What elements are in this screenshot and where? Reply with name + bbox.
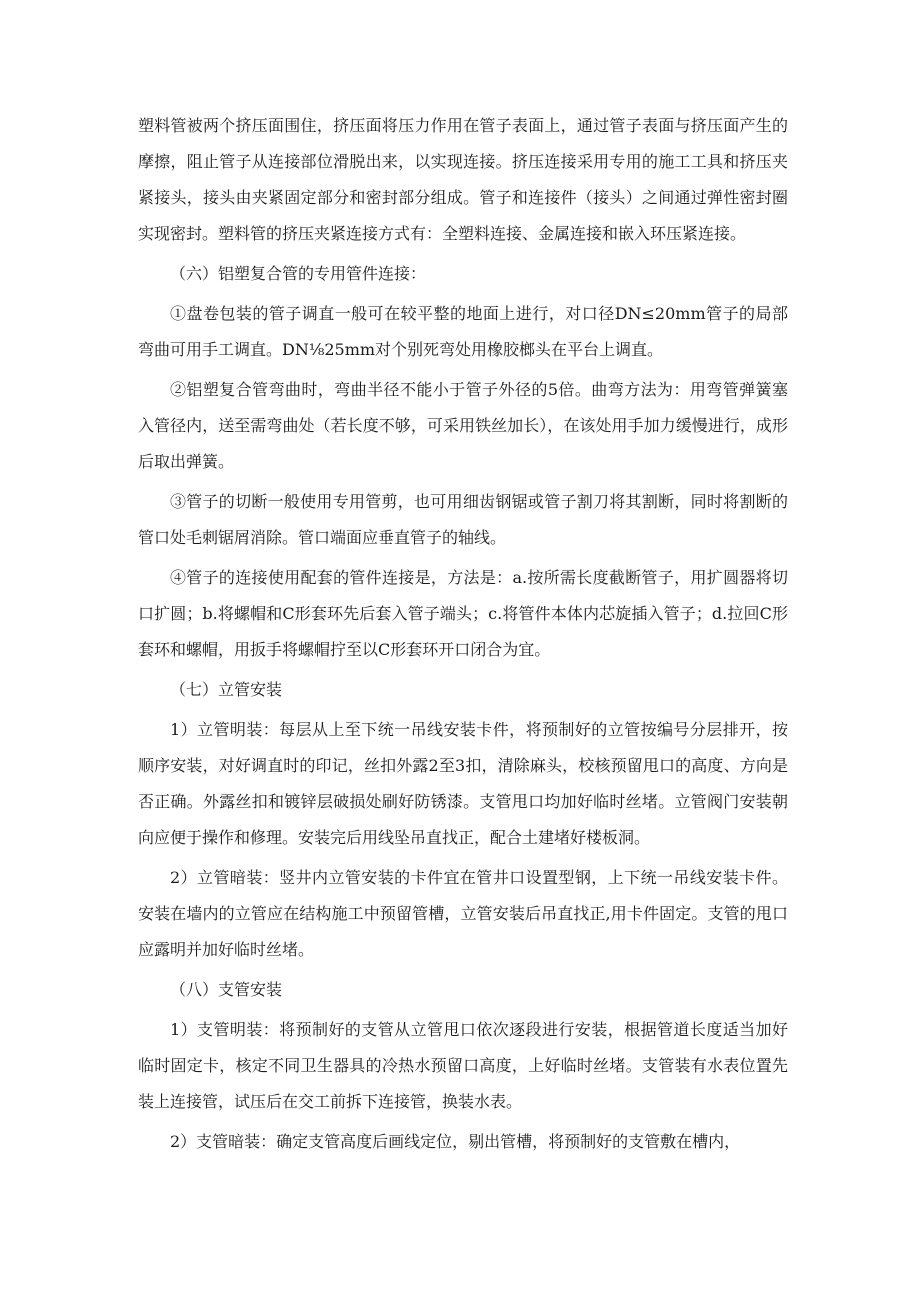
paragraph-bending: ②铝塑复合管弯曲时，弯曲半径不能小于管子外径的5倍。曲弯方法为：用弯管弹簧塞入管径内，送至需弯曲处（若长度不够，可采用铁丝加长），在该处用手加力缓慢进行，成形后取出弹簧。 bbox=[138, 380, 788, 471]
paragraph-riser-concealed: 2）立管暗装：竖井内立管安装的卡件宜在管井口设置型钢，上下统一吊线安装卡件。安装在墙内的立管应在结构施工中预留管槽，立管安装后吊直找正,用卡件固定。支管的甩口应露明并加好临时丝堵。 bbox=[138, 868, 788, 959]
paragraph-extrusion-connection: 塑料管被两个挤压面围住，挤压面将压力作用在管子表面上，通过管子表面与挤压面产生的摩擦，阻止管子从连接部位滑脱出来，以实现连接。挤压连接采用专用的施工工具和挤压夹紧接头，接头由夹紧固定部分和密封部分组成。管子和连接件（接头）之间通过弹性密封圈实现密封。塑料管的挤压夹紧连接方式有：全塑料连接、金属连接和嵌入环压紧连接。 bbox=[138, 116, 788, 243]
paragraph-riser-exposed: 1）立管明装：每层从上至下统一吊线安装卡件，将预制好的立管按编号分层排开，按顺序安装，对好调直时的印记，丝扣外露2至3扣，清除麻头，校核预留甩口的高度、方向是否正确。外露丝扣和镀锌层破损处刷好防锈漆。支管甩口均加好临时丝堵。立管阀门安装朝向应便于操作和修理。安装完后用线坠吊直找正，配合土建堵好楼板洞。 bbox=[138, 720, 788, 847]
paragraph-cutting: ③管子的切断一般使用专用管剪，也可用细齿钢锯或管子割刀将其割断，同时将割断的管口处毛刺锯屑消除。管口端面应垂直管子的轴线。 bbox=[138, 492, 788, 547]
paragraph-fitting-connection: ④管子的连接使用配套的管件连接是，方法是：a.按所需长度截断管子，用扩圆器将切口扩圆；b.将螺帽和C形套环先后套入管子端头；c.将管件本体内芯旋插入管子；d.拉回C形套环和螺帽，用扳手将螺帽拧至以C形套环开口闭合为宜。 bbox=[138, 568, 788, 659]
section-heading-seven: （七）立管安装 bbox=[170, 680, 283, 699]
paragraph-branch-concealed: 2）支管暗装：确定支管高度后画线定位，剔出管槽，将预制好的支管敷在槽内， bbox=[170, 1132, 741, 1151]
paragraph-straightening: ①盘卷包装的管子调直一般可在较平整的地面上进行，对口径DN≤20mm管子的局部弯曲可用手工调直。DN⅛25mm对个别死弯处用橡胶榔头在平台上调直。 bbox=[138, 304, 788, 359]
section-heading-six: （六）铝塑复合管的专用管件连接： bbox=[170, 264, 427, 283]
section-heading-eight: （八）支管安装 bbox=[170, 980, 283, 999]
document-body bbox=[138, 108, 788, 1160]
paragraph-branch-exposed: 1）支管明装：将预制好的支管从立管甩口依次逐段进行安装，根据管道长度适当加好临时固定卡，核定不同卫生器具的冷热水预留口高度，上好临时丝堵。支管装有水表位置先装上连接管，试压后在交工前拆下连接管，换装水表。 bbox=[138, 1020, 788, 1111]
